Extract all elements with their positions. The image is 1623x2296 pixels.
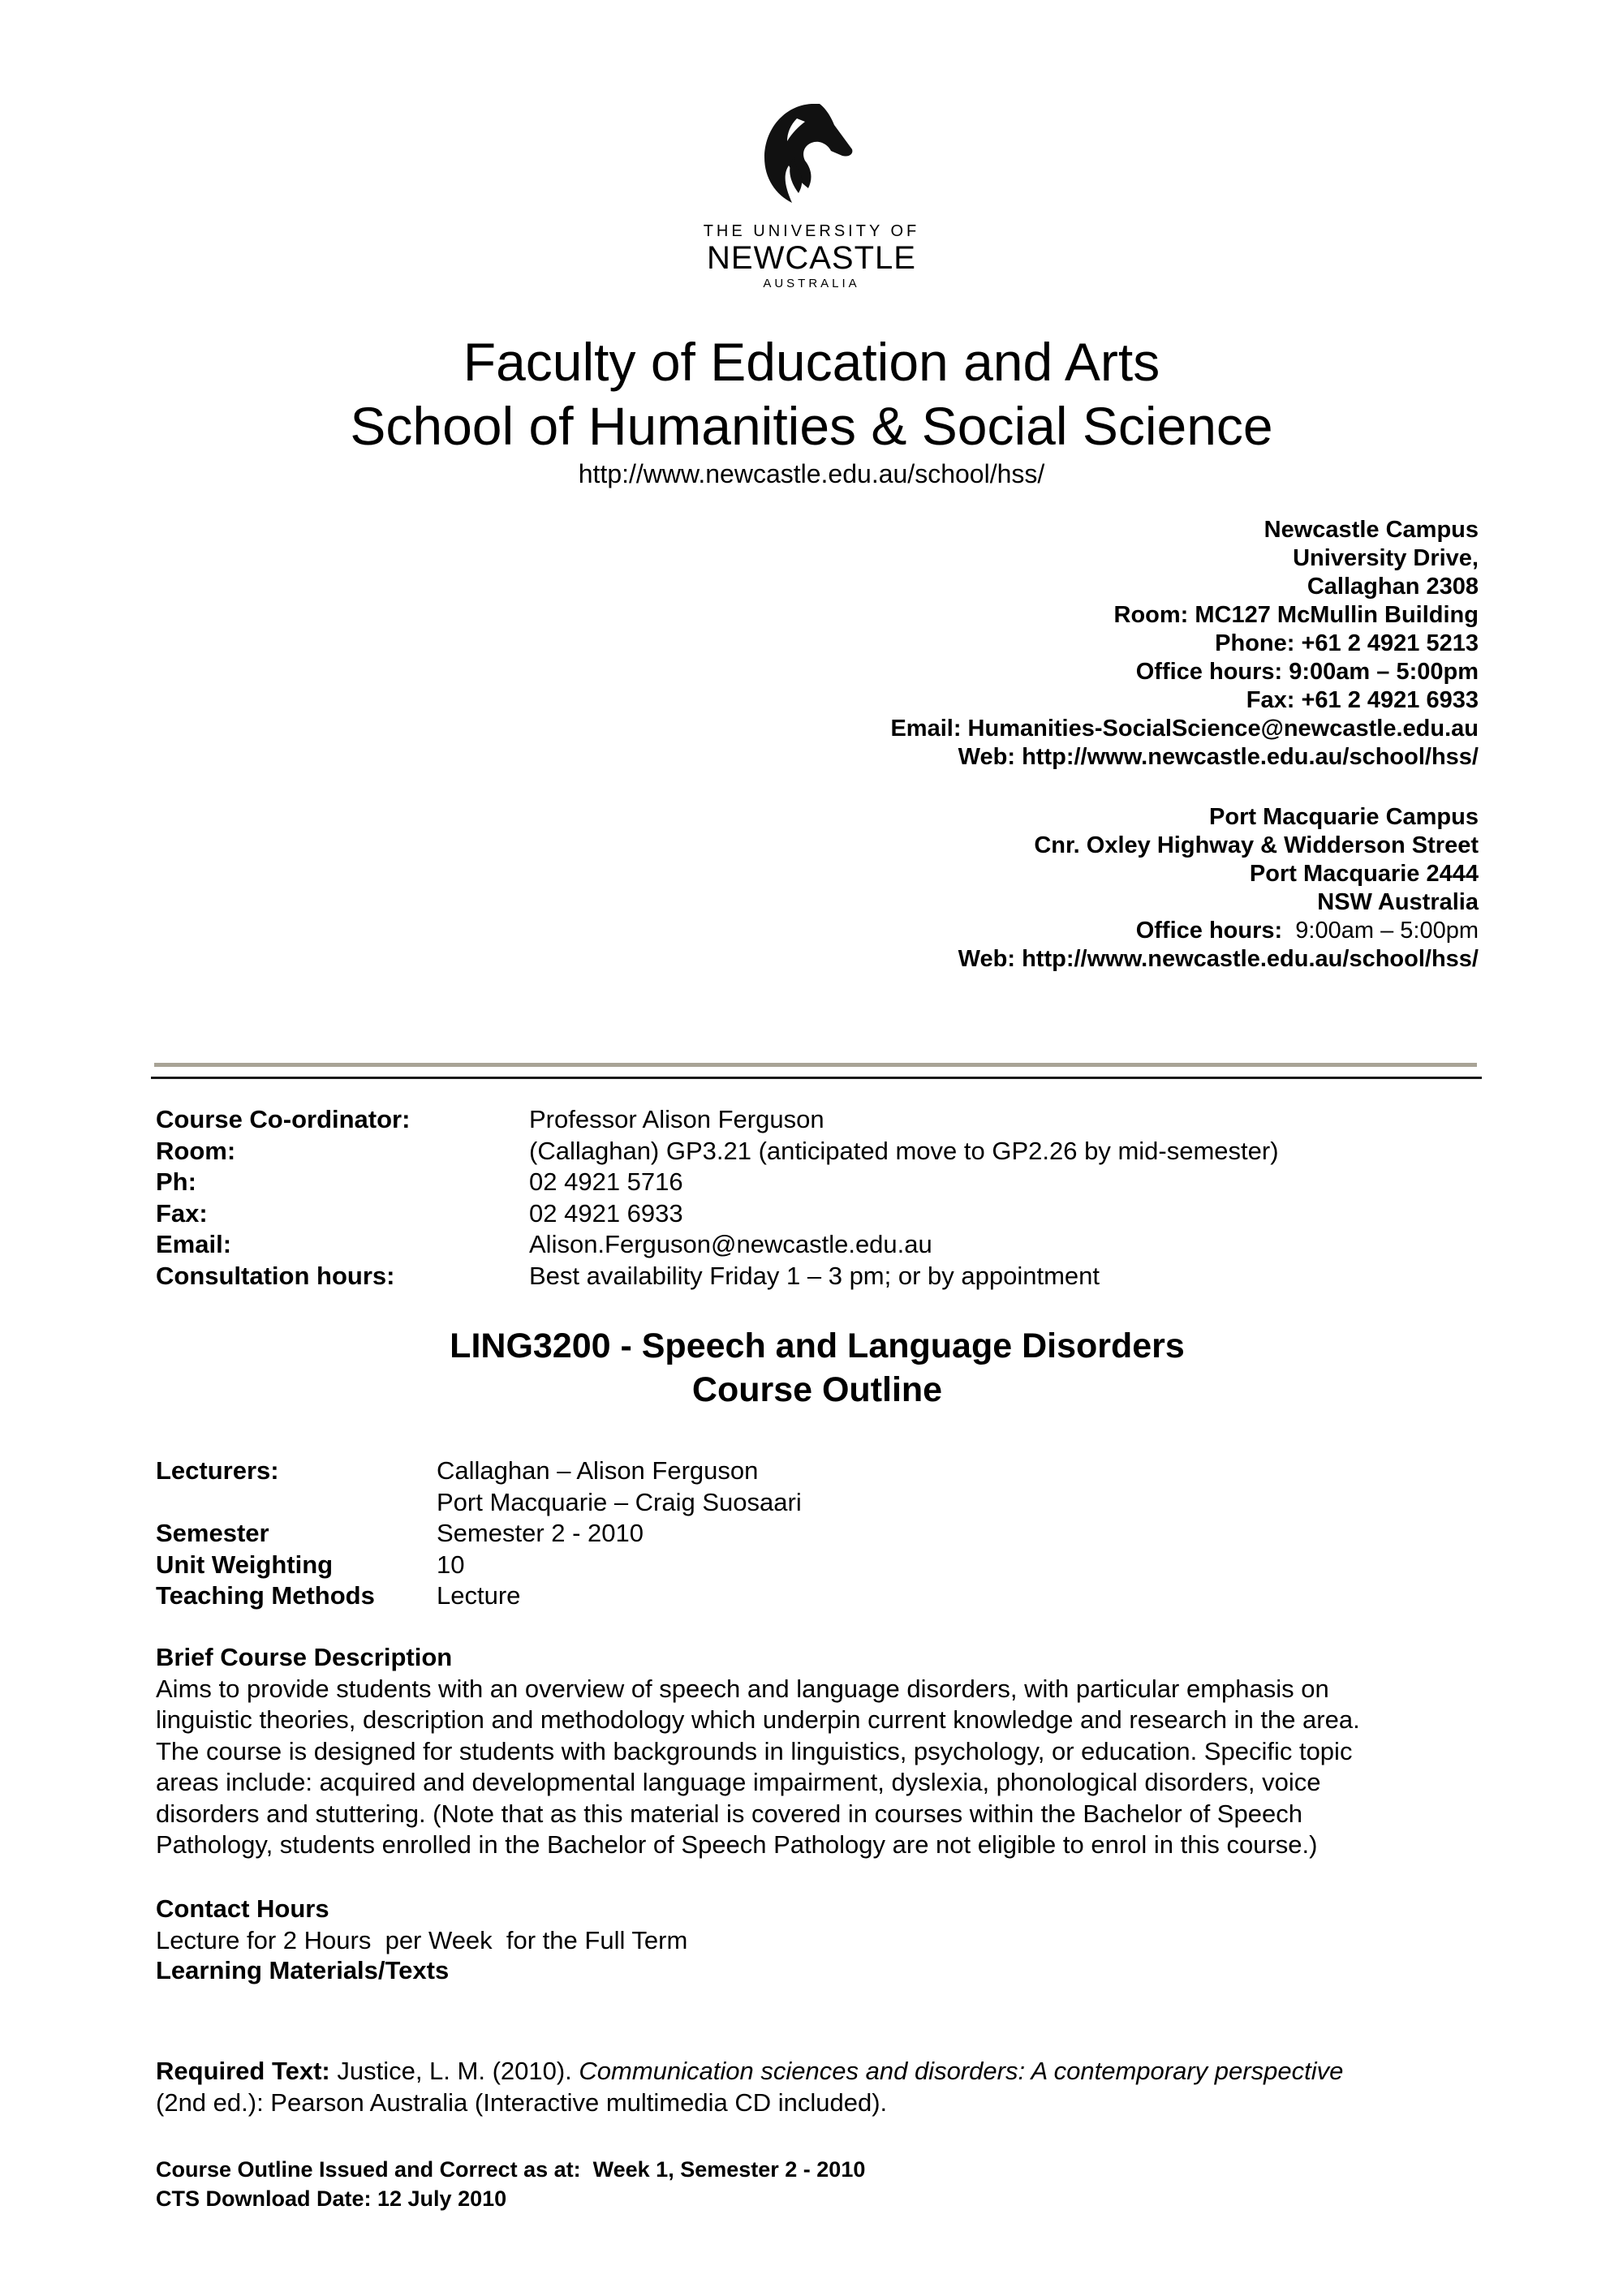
contact-row (156, 1261, 1279, 1292)
divider-black (151, 1077, 1482, 1079)
required-text-author: Justice, L. M. (2010). (329, 2057, 579, 2085)
description-line: linguistic theories, description and methodology which underpin current knowledge and research in the area. (156, 1705, 1360, 1734)
contact-row (156, 1136, 1279, 1167)
logo-text-bottom: AUSTRALIA (763, 277, 860, 290)
contact-label: Email: (156, 1230, 232, 1258)
meta-value: Port Macquarie – Craig Suosaari (437, 1487, 802, 1516)
contact-value: 02 4921 5716 (529, 1167, 683, 1196)
required-text-section (156, 2056, 1495, 2118)
course-subtitle: Course Outline (691, 1370, 943, 1409)
contact-row (156, 1198, 1279, 1230)
divider-grey (154, 1063, 1477, 1067)
description-line: areas include: acquired and developmental language impairment, dyslexia, phonological disorders, voice (156, 1768, 1321, 1796)
description-line: Pathology, students enrolled in the Bachelor of Speech Pathology are not eligible to enrol in this course.) (156, 1830, 1318, 1859)
office-hours-value: 9:00am – 5:00pm (1295, 918, 1479, 944)
contact-value: Professor Alison Ferguson (529, 1105, 824, 1133)
contact-label: Course Co-ordinator: (156, 1105, 411, 1133)
campus-web-link[interactable]: Web: http://www.newcastle.edu.au/school/hss/ (958, 946, 1479, 972)
course-meta-table (156, 1455, 802, 1612)
required-text-title: Communication sciences and disorders: A contemporary perspective (579, 2057, 1344, 2085)
port-macquarie-campus-block (958, 803, 1479, 974)
contact-row (156, 1167, 1279, 1198)
meta-label: Lecturers: (156, 1456, 279, 1485)
section-heading: Contact Hours (156, 1894, 329, 1923)
meta-value: Semester 2 - 2010 (437, 1519, 644, 1547)
section-heading: Brief Course Description (156, 1643, 453, 1671)
meta-value: 10 (437, 1550, 465, 1579)
meta-row (156, 1487, 802, 1519)
contact-label: Ph: (156, 1167, 196, 1196)
description-line: disorders and stuttering. (Note that as this material is covered in courses within the Bachelor of Speech (156, 1799, 1302, 1828)
newcastle-campus-block (890, 516, 1479, 772)
campus-fax: Fax: +61 2 4921 6933 (1246, 687, 1479, 713)
campus-line: NSW Australia (1317, 889, 1479, 915)
section-heading: Learning Materials/Texts (156, 1956, 450, 1984)
course-title-block (0, 1324, 1623, 1412)
campus-name: Newcastle Campus (1264, 517, 1479, 543)
logo-text-top: THE UNIVERSITY OF (703, 222, 920, 240)
contact-value: (Callaghan) GP3.21 (anticipated move to GP2.26 by mid-semester) (529, 1136, 1279, 1165)
contact-label: Consultation hours: (156, 1261, 395, 1290)
contact-label: Room: (156, 1136, 236, 1165)
meta-row (156, 1580, 802, 1612)
campus-name: Port Macquarie Campus (1209, 804, 1479, 830)
contact-hours-text: Lecture for 2 Hours per Week for the Full Term (156, 1925, 688, 1954)
office-hours-label: Office hours: (1135, 918, 1283, 944)
contact-value: Best availability Friday 1 – 3 pm; or by appointment (529, 1261, 1100, 1290)
download-date: CTS Download Date: 12 July 2010 (156, 2186, 507, 2211)
meta-label: Teaching Methods (156, 1581, 375, 1610)
campus-phone: Phone: +61 2 4921 5213 (1215, 630, 1479, 656)
campus-web-link[interactable]: Web: http://www.newcastle.edu.au/school/hss/ (958, 744, 1479, 770)
meta-row (156, 1455, 802, 1487)
logo-text-main: NEWCASTLE (707, 240, 916, 276)
course-title: LING3200 - Speech and Language Disorders (450, 1326, 1185, 1365)
campus-office-hours (958, 917, 1479, 945)
contact-row (156, 1229, 1279, 1261)
meta-value: Lecture (437, 1581, 521, 1610)
campus-line: Room: MC127 McMullin Building (1113, 602, 1479, 628)
campus-office-hours: Office hours: 9:00am – 5:00pm (1135, 659, 1479, 685)
coordinator-contact-table (156, 1104, 1279, 1292)
campus-email-link[interactable]: Email: Humanities-SocialScience@newcastle.edu.au (890, 716, 1479, 742)
contact-hours-section (156, 1894, 1495, 1956)
meta-value: Callaghan – Alison Ferguson (437, 1456, 759, 1485)
email-link[interactable]: Alison.Ferguson@newcastle.edu.au (529, 1230, 932, 1258)
meta-row (156, 1518, 802, 1550)
contact-row (156, 1104, 1279, 1136)
school-url-link[interactable]: http://www.newcastle.edu.au/school/hss/ (578, 459, 1045, 488)
meta-label (156, 1487, 437, 1519)
description-line: Aims to provide students with an overview of speech and language disorders, with particular emphasis on (156, 1674, 1329, 1703)
campus-line: Cnr. Oxley Highway & Widderson Street (1034, 832, 1479, 858)
contact-value: 02 4921 6933 (529, 1198, 683, 1228)
required-text-label: Required Text: (156, 2057, 330, 2085)
meta-label: Semester (156, 1519, 269, 1547)
learning-materials-section (156, 1955, 1495, 1987)
course-description-section (156, 1642, 1495, 1861)
university-logo (665, 97, 958, 290)
campus-line: Port Macquarie 2444 (1249, 861, 1479, 887)
contact-label: Fax: (156, 1198, 208, 1228)
school-title: School of Humanities & Social Science (350, 396, 1273, 456)
horse-head-crest-icon (755, 97, 868, 211)
meta-row (156, 1550, 802, 1581)
issued-date: Course Outline Issued and Correct as at: Week 1, Semester 2 - 2010 (156, 2157, 866, 2182)
campus-line: University Drive, (1293, 545, 1479, 571)
campus-line: Callaghan 2308 (1307, 574, 1479, 600)
required-text-line (156, 2056, 1495, 2087)
description-line: The course is designed for students with backgrounds in linguistics, psychology, or education. Specific topic (156, 1736, 1353, 1765)
faculty-title: Faculty of Education and Arts (463, 332, 1160, 392)
required-text-details: (2nd ed.): Pearson Australia (Interactive multimedia CD included). (156, 2087, 888, 2117)
meta-label: Unit Weighting (156, 1550, 334, 1579)
issue-footer (156, 2155, 1495, 2213)
